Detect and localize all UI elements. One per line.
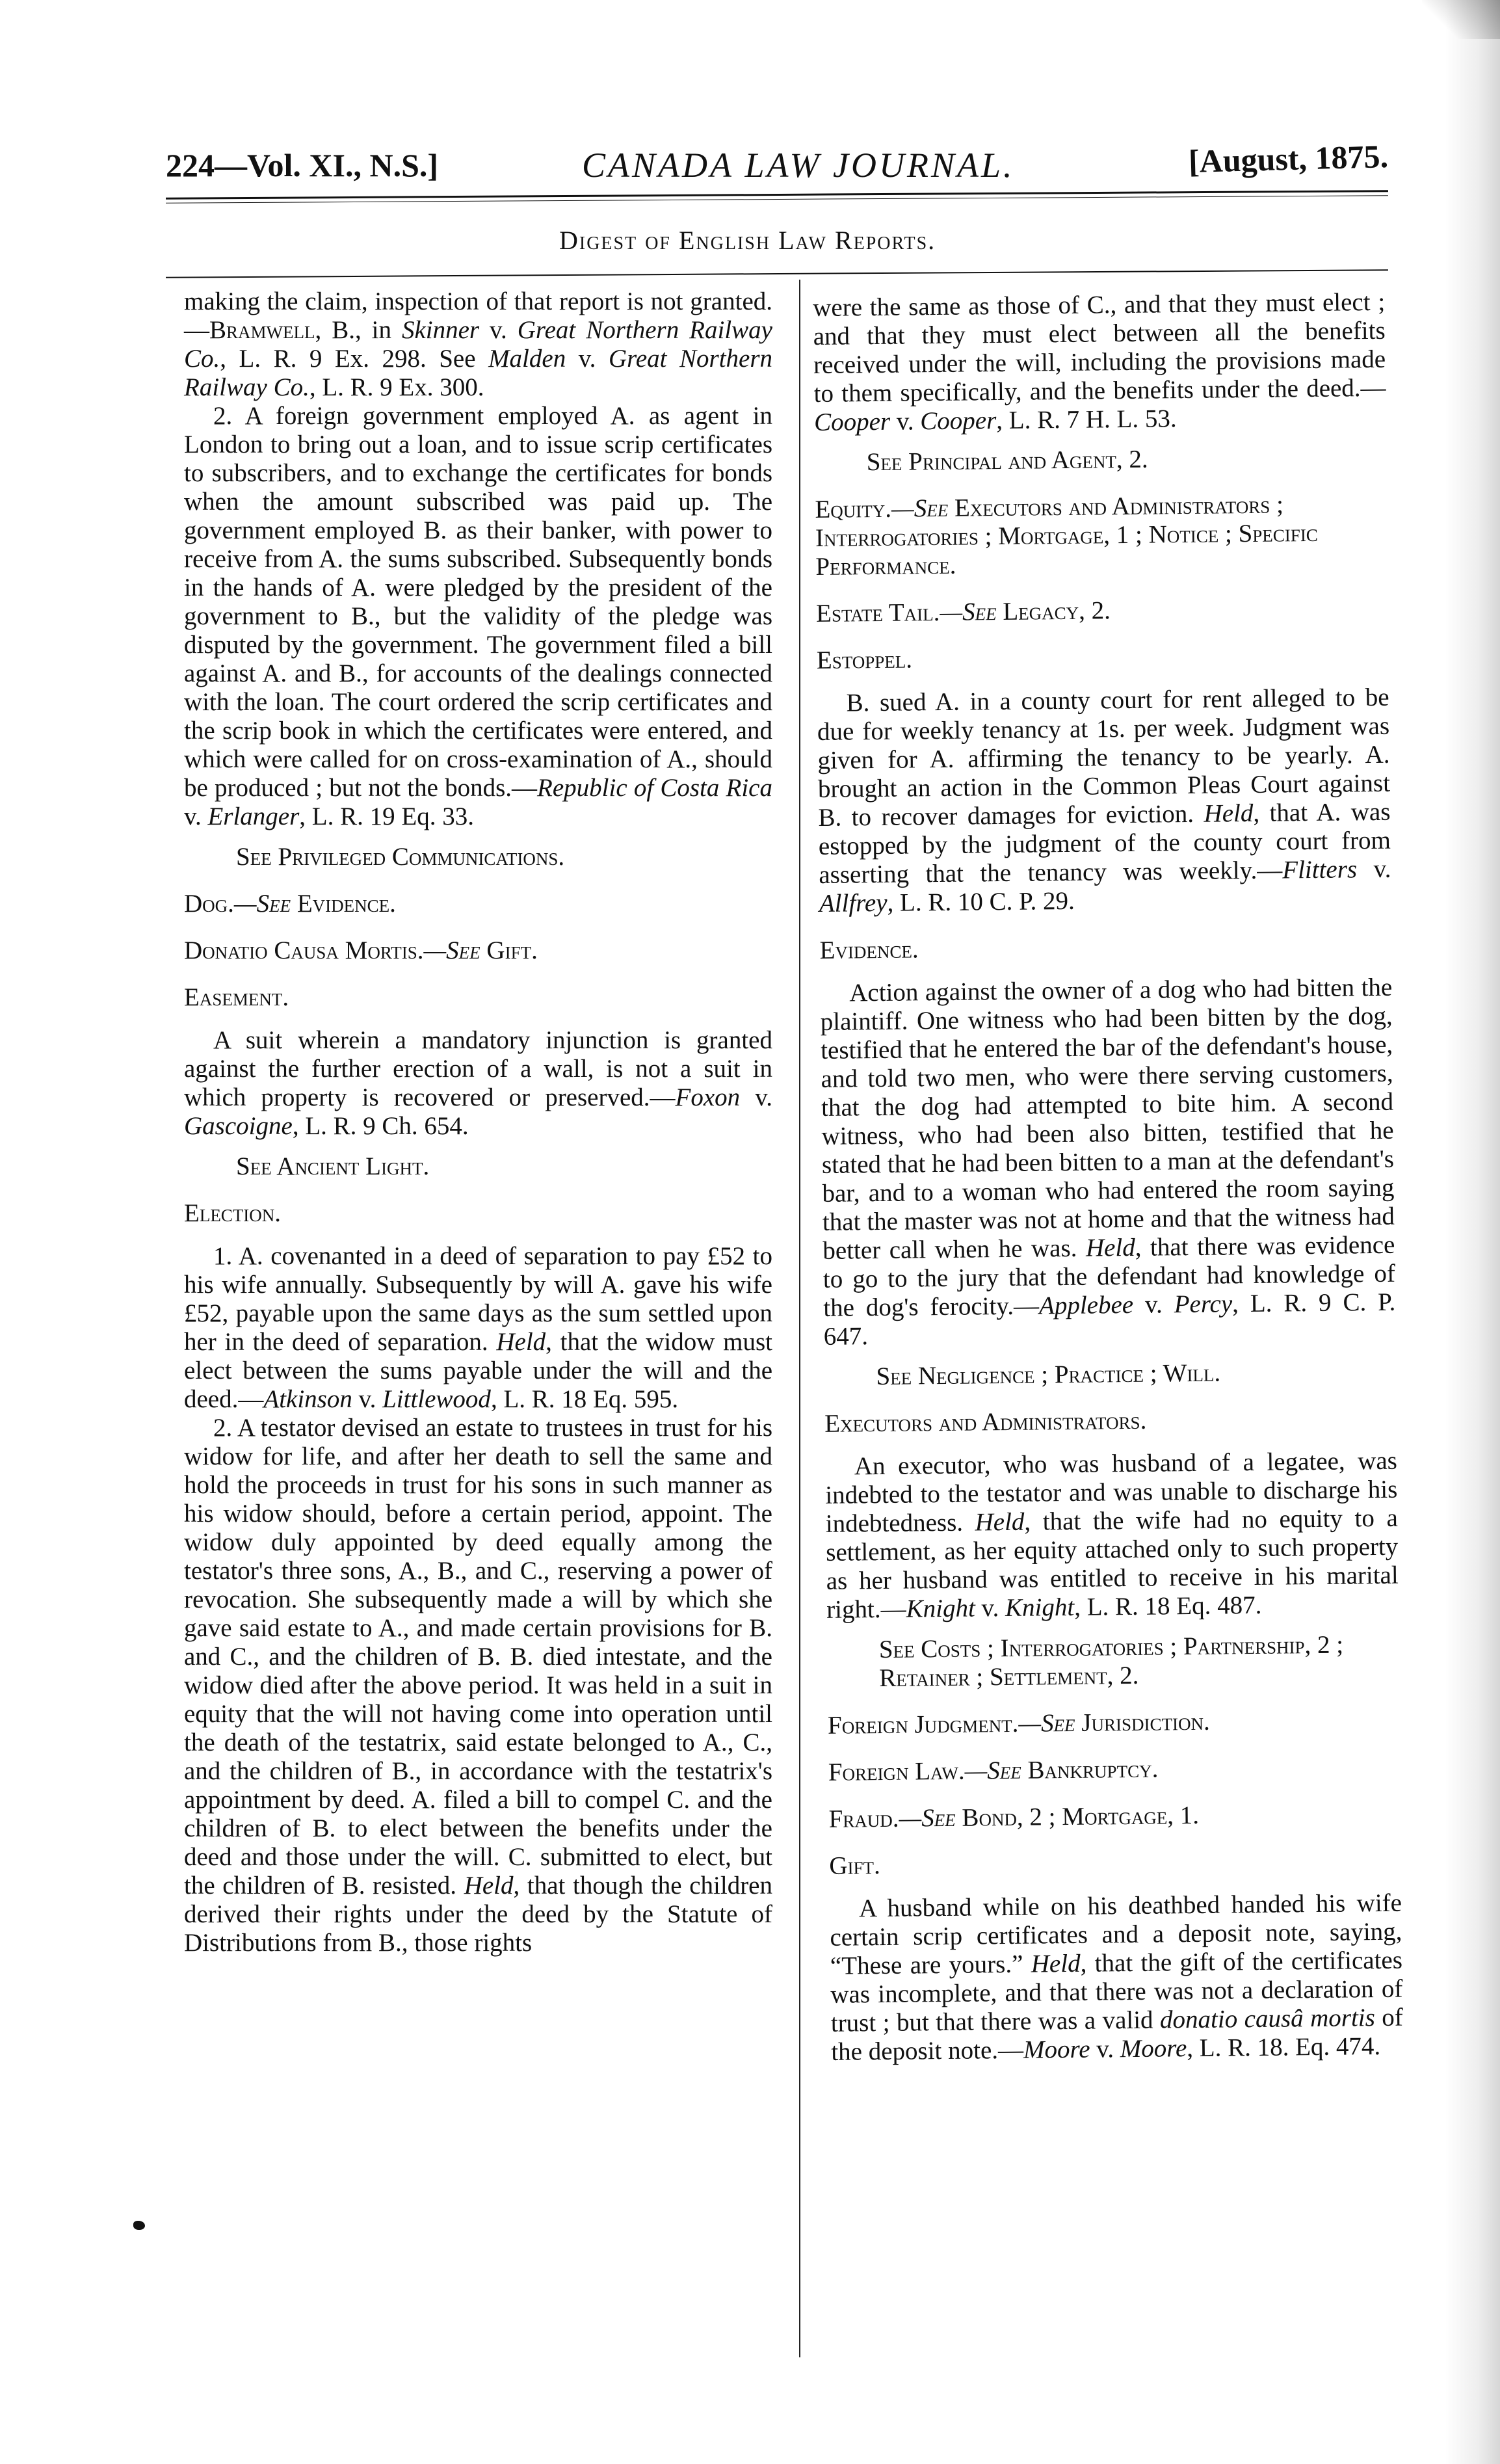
- entry-heading-dog: Dog.—See Evidence.: [184, 890, 396, 918]
- paragraph-evidence: Action against the owner of a dog who had bitten the plaintiff. One witness who had been bitten by the dog, testified that he entered the bar of the defendant's house, and told two men, who were there serving customers, that the dog had attempted to bite him. A second witness, who had been also bitten, testified that he stated that he had been bitten to a man at the defendant's bar, and to a woman who had entered the room saying that the master was not at home and that the witness had better call when he was. Held, that there was evidence to go to the jury that the defendant had knowledge of the dog's ferocity.—Applebee v. Percy, L. R. 9 C. P. 647.: [820, 973, 1396, 1351]
- page-corner-shadow: [1422, 0, 1500, 39]
- cross-reference: See Costs ; Interrogatories ; Partnership, 2 ; Retainer ; Settlement, 2.: [878, 1630, 1344, 1693]
- entry-heading-executors: Executors and Administrators.: [824, 1406, 1147, 1438]
- issue-date: [August, 1875.: [1188, 137, 1389, 180]
- entry-heading-estate-tail: Estate Tail.—See Legacy, 2.: [815, 596, 1111, 628]
- running-header: [166, 137, 1389, 192]
- column-divider: [799, 280, 800, 2357]
- entry-heading-easement: Easement.: [184, 983, 289, 1011]
- journal-title: CANADA LAW JOURNAL.: [582, 146, 1015, 185]
- paragraph-discovery-1: making the claim, inspection of that report is not granted.—Bramwell, B., in Skinner v. Great Northern Railway Co., L. R. 9 Ex. 298. See Malden v. Great Northern Railway Co., L. R. 9 Ex. 300.: [184, 287, 773, 401]
- entry-heading-equity: Equity.—See Executors and Administrators ; Interrogatories ; Mortgage, 1 ; Notice ; Specific Performance.: [815, 490, 1319, 581]
- ink-blot: [133, 2221, 145, 2230]
- page-edge-shadow: [1445, 0, 1500, 2464]
- cross-reference: See Negligence ; Practice ; Will.: [876, 1358, 1221, 1391]
- cross-reference: See Ancient Light.: [236, 1152, 430, 1180]
- paragraph-estoppel: B. sued A. in a county court for rent alleged to be due for weekly tenancy at 1s. per week. Judgment was given for A. affirming the tenancy to be yearly. A. brought an action in the Common Pleas Court against B. to recover damages for eviction. Held, that A. was estopped by the judgment of the county court from asserting that the tenancy was weekly.—Flitters v. Allfrey, L. R. 10 C. P. 29.: [817, 683, 1391, 918]
- paragraph-gift: A husband while on his deathbed handed his wife certain scrip certificates and a deposit note, saying, “These are yours.” Held, that the gift of the certificates was incomplete, and that there was not a declaration of trust ; but that there was a valid donatio causâ mortis of the deposit note.—Moore v. Moore, L. R. 18. Eq. 474.: [830, 1888, 1404, 2066]
- cross-reference: See Principal and Agent, 2.: [866, 445, 1148, 477]
- entry-heading-election: Election.: [184, 1199, 282, 1227]
- cross-reference: See Privileged Communications.: [236, 843, 565, 871]
- paragraph-easement: A suit wherein a mandatory injunction is granted against the further erection of a wall, is not a suit in which property is recovered or preserved.—Foxon v. Gascoigne, L. R. 9 Ch. 654.: [184, 1026, 772, 1140]
- left-column: [184, 287, 772, 1957]
- paragraph-election-1: 1. A. covenanted in a deed of separation to pay £52 to his wife annually. Subsequently by will A. gave his wife £52, payable upon the same days as the sum settled upon her in the deed of separation. Held, that the widow must elect between the sums payable under the will and the deed.—Atkinson v. Littlewood, L. R. 18 Eq. 595.: [184, 1242, 773, 1413]
- paragraph-discovery-2: 2. A foreign government employed A. as agent in London to bring out a loan, and to issue scrip certificates to subscribers, and to exchange the certificates for bonds when the amount subscribed was paid up. The government employed B. as their banker, with power to receive from A. the sums subscribed. Subsequently bonds in the hands of A. were pledged by the president of the government to B., but the validity of the pledge was disputed by the government. The government filed a bill against A. and B., for accounts of the dealings connected with the loan. The court ordered the scrip certificates and the scrip book in which the certificates were entered, and which were called for on cross-examination of A., should be produced ; but not the bonds.—Republic of Costa Rica v. Erlanger, L. R. 19 Eq. 33.: [184, 402, 772, 830]
- page-number-volume: 224—Vol. XI., N.S.]: [166, 147, 439, 183]
- paragraph-election-2: 2. A testator devised an estate to trustees in trust for his widow for life, and after her death to sell the same and hold the proceeds in trust for his sons in such manner as his widow should, before a certain period, appoint. The widow duly appointed by deed equally among the testator's three sons, A., B., and C., reserving a power of revocation. She subsequently made a will by which she gave said estate to A., and made certain provisions for B. and C., and the children of B. B. died intestate, and the widow died after the above period. It was held in a suit in equity that the will not having come into operation until the death of the testatrix, said estate belonged to A., C., and the children of B., in accordance with the testatrix's appointment by deed. A. filed a bill to compel C. and the children of B. to elect between the benefits under the deed and those under the will. C. submitted to elect, but the children of B. resisted. Held, that though the children derived their rights under the deed by the Statute of Distributions from B., those rights: [184, 1414, 772, 1957]
- entry-heading-fraud: Fraud.—See Bond, 2 ; Mortgage, 1.: [828, 1801, 1200, 1833]
- paragraph-executors: An executor, who was husband of a legatee, was indebted to the testator and was unable to discharge his indebtedness. Held, that the wife had no equity to a settlement, as her equity attached only to such property as her husband was entitled to receive in his marital right.—Knight v. Knight, L. R. 18 Eq. 487.: [825, 1446, 1399, 1624]
- right-column: [813, 288, 1403, 2067]
- entry-heading-gift: Gift.: [829, 1851, 880, 1880]
- entry-heading-foreign-judgment: Foreign Judgment.—See Jurisdiction.: [827, 1707, 1210, 1740]
- section-title: Digest of English Law Reports.: [559, 226, 936, 255]
- entry-heading-foreign-law: Foreign Law.—See Bankruptcy.: [828, 1755, 1159, 1786]
- entry-heading-donatio: Donatio Causa Mortis.—See Gift.: [184, 936, 538, 964]
- entry-heading-evidence: Evidence.: [819, 935, 919, 964]
- paragraph-election-continued: were the same as those of C., and that they must elect ; and that they must elect between all the benefits received under the will, including the provisions made to them specifically, and the benefits under the deed.—Cooper v. Cooper, L. R. 7 H. L. 53.: [813, 287, 1386, 436]
- entry-heading-estoppel: Estoppel.: [816, 645, 913, 674]
- section-rule: [166, 269, 1388, 278]
